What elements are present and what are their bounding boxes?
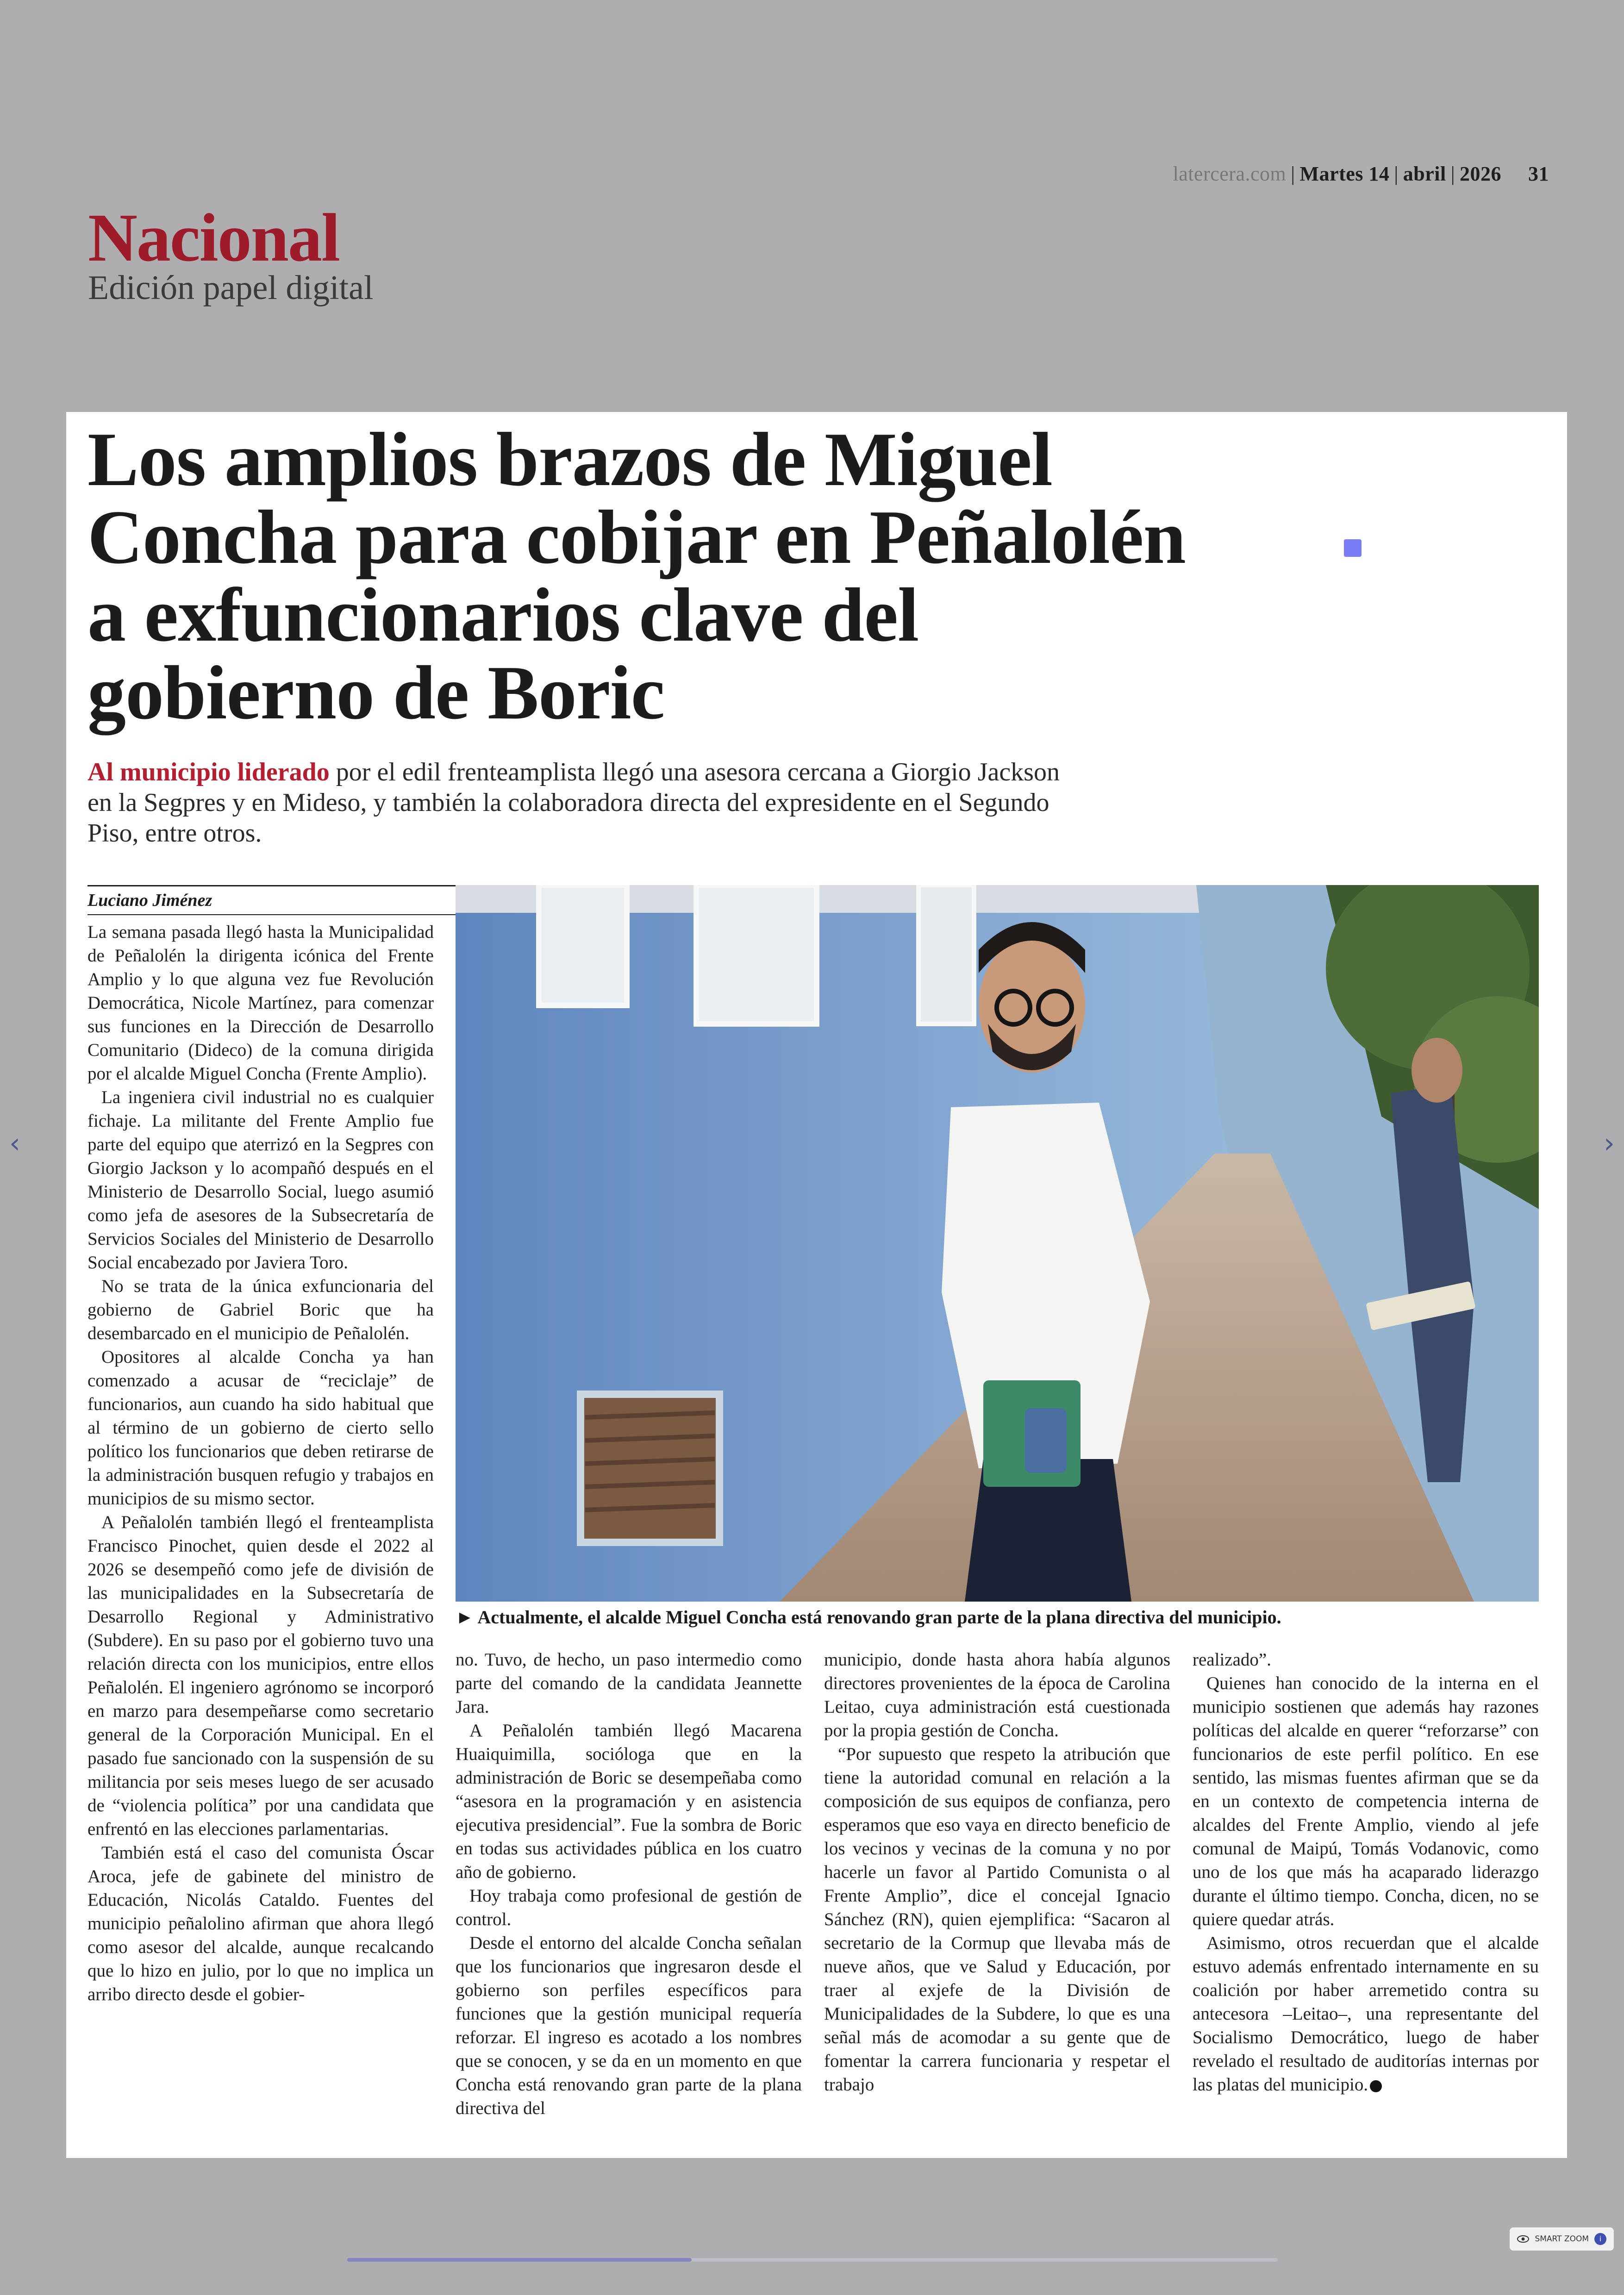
section-title: Nacional — [88, 200, 340, 276]
smart-zoom-button[interactable] — [1510, 2227, 1614, 2251]
article-column-4 — [1193, 1648, 1539, 2096]
eye-icon — [1517, 2235, 1529, 2243]
paragraph: Opositores al alcalde Concha ya han comenzado a acusar de “reciclaje” de funcionarios, aun cuando ha sido habitual que al término de un gobierno de cierto sello político los funcionarios que deben retirarse de la administración busquen refugio y trabajos en municipios de su mismo sector. — [87, 1347, 434, 1509]
article-deck — [87, 757, 1060, 848]
paragraph: “Por supuesto que respeto la atribución que tiene la autoridad comunal en relación a la composición de sus equipos de confianza, pero esperamos que eso vaya en directo beneficio de los vecinos y vecinas de la comuna y no por hacerle un favor al Partido Comunista o al Frente Amplio”, dice el concejal Ignacio Sánchez (RN), quien ejemplifica: “Sacaron al secretario de la Cormup que llevaba más de nueve años, que ve Salud y Educación, por traer al exjefe de la División de Municipalidades de la Subdere, lo que es una señal más de acomodar a su gente que de fomentar la carrera funcionaria y respetar el trabajo — [824, 1744, 1170, 2095]
chevron-left-icon[interactable]: ‹ — [9, 1127, 20, 1160]
paragraph: También está el caso del comunista Óscar Aroca, jefe de gabinete del ministro de Educación, Nicolás Cataldo. Fuentes del municipio peñalolino afirman que ahora llegó como asesor del alcalde, aunque recalcando que lo hizo en julio, por lo que no implica un arribo directo desde el gobier- — [87, 1843, 434, 2004]
article-column-3 — [824, 1648, 1170, 2096]
smart-zoom-label: SMART ZOOM — [1535, 2234, 1589, 2244]
paragraph: A Peñalolén también llegó el frenteamplista Francisco Pinochet, quien desde el 2022 al 2026 se desempeñó como jefe de división de las municipalidades en la Subsecretaría de Desarrollo Regional y Administrativo (Subdere). En su paso por el gobierno tuvo una relación directa con los municipios, entre ellos Peñalolén. El ingeniero agrónomo se incorporó en marzo para desempeñarse como secretario general de la Corporación Municipal. En el pasado fue sancionado con la suspensión de su militancia por seis meses luego de ser acusado de “violencia política” por una candidata que enfrentó en las elecciones parlamentarias. — [87, 1512, 434, 1839]
article-column-2 — [456, 1648, 802, 2120]
deck-rest: por el edil frenteamplista llegó una asesora cercana a Giorgio Jackson en la Segpres y en Mideso, y también la colaboradora directa del expresidente en el Segundo Piso, entre otros. — [87, 758, 1060, 848]
info-icon: i — [1594, 2233, 1606, 2245]
paragraph-last — [1193, 1931, 1539, 2096]
paragraph: Quienes han conocido de la interna en el municipio sostienen que además hay razones políticas del alcalde en querer “reforzarse” con funcionarios de este perfil político. En ese sentido, las mismas fuentes afirman que se da en un contexto de competencia interna de alcaldes del Frente Amplio, viendo al jefe comunal de Maipú, Tomás Vodanovic, como uno de los que más ha acaparado liderazgo durante el último tiempo. Concha, dicen, no se quiere quedar atrás. — [1193, 1673, 1539, 1929]
article-photo — [456, 885, 1539, 1602]
page-scroll-track[interactable] — [347, 2258, 1278, 2262]
paragraph: La ingeniera civil industrial no es cualquier fichaje. La militante del Frente Amplio fue parte del equipo que aterrizó en la Segpres con Giorgio Jackson y lo acompañó después en el Ministerio de Desarrollo Social, luego asumió como jefa de asesores de la Subsecretaría de Servicios Sociales del Ministerio de Desarrollo Social encabezado por Javiera Toro. — [87, 1087, 434, 1272]
end-mark-icon — [1370, 2080, 1382, 2092]
paragraph-text: Asimismo, otros recuerdan que el alcalde estuvo además enfrentado internamente en su coalición por haber arremetido contra su antecesora –Leitao–, una representante del Socialismo Democrático, luego de haber revelado el resultado de auditorías internas por las platas del municipio. — [1193, 1933, 1539, 2095]
deck-lead: Al municipio liderado — [87, 758, 330, 786]
paragraph: municipio, donde hasta ahora había algunos directores provenientes de la época de Carolina Leitao, cuya administración está cuestionada por la propia gestión de Concha. — [824, 1650, 1170, 1740]
date-year: 2026 — [1460, 162, 1501, 185]
newspaper-page — [66, 412, 1567, 2158]
page-scroll-thumb[interactable] — [347, 2258, 692, 2262]
site-name[interactable]: latercera.com — [1173, 162, 1287, 185]
paragraph: Hoy trabaja como profesional de gestión de control. — [456, 1886, 802, 1929]
paragraph: no. Tuvo, de hecho, un paso intermedio como parte del comando de la candidata Jeannette Jara. — [456, 1650, 802, 1717]
date-day: Martes 14 — [1299, 162, 1390, 185]
paragraph: Desde el entorno del alcalde Concha señalan que los funcionarios que ingresaron desde el gobierno son perfiles específicos para funciones que la gestión municipal requería reforzar. El ingreso es acotado a los nombres que se conocen, y se da en un momento en que Concha está renovando gran parte de la plana directiva del — [456, 1933, 802, 2118]
paragraph: realizado”. — [1193, 1650, 1271, 1670]
page-number: 31 — [1528, 162, 1549, 185]
date-month: abril — [1403, 162, 1446, 185]
chevron-right-icon[interactable]: › — [1604, 1127, 1615, 1160]
photo-caption: ► Actualmente, el alcalde Miguel Concha está renovando gran parte de la plana directiva del municipio. — [456, 1607, 1281, 1628]
paragraph: La semana pasada llegó hasta la Municipalidad de Peñalolén la dirigenta icónica del Frente Amplio y lo que alguna vez fue Revolución Democrática, Nicole Martínez, para comenzar sus funciones en la Dirección de Desarrollo Comunitario (Dideco) de la comuna dirigida por el alcalde Miguel Concha (Frente Amplio). — [87, 922, 434, 1084]
paragraph: A Peñalolén también llegó Macarena Huaiquimilla, socióloga que en la administración de Boric se desempeñaba como “asesora en la programación y en asistencia ejecutiva presidencial”. Fue la sombra de Boric en todas sus actividades pública en los cuatro año de gobierno. — [456, 1721, 802, 1882]
masthead: latercera.com | Martes 14 | abril | 2026 31 — [1173, 162, 1549, 185]
edition-label: Edición papel digital — [88, 269, 374, 307]
page-marker[interactable] — [1344, 539, 1362, 557]
paragraph: No se trata de la única exfuncionaria del gobierno de Gabriel Boric que ha desembarcado en el municipio de Peñalolén. — [87, 1276, 434, 1343]
byline: Luciano Jiménez — [87, 885, 475, 915]
article-column-1 — [87, 920, 434, 2006]
article-headline: Los amplios brazos de Miguel Concha para cobijar en Peñalolén a exfuncionarios clave del gobierno de Boric — [87, 417, 1186, 735]
